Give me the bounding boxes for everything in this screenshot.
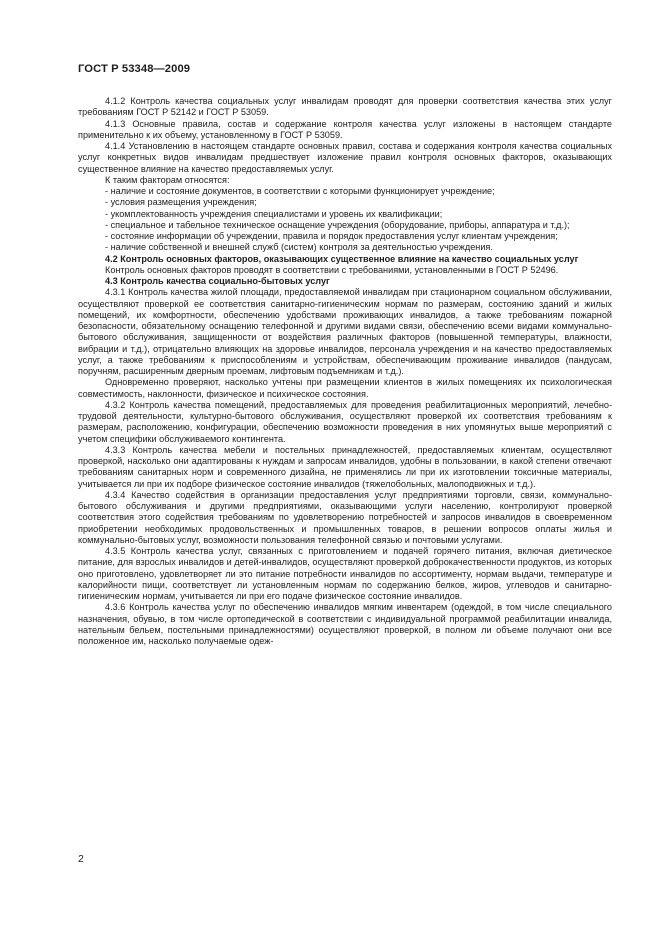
list-item: - наличие и состояние документов, в соответствии с которыми функционирует учреждение; bbox=[105, 186, 495, 196]
paragraph: 4.3.3 Контроль качества мебели и постельных принадлежностей, предоставляемых клиентам, осуществляют проверкой, насколько они адаптированы к нуждам и запросам инвалидов, удобны в пользовании, в какой степени отвечают требованиям санитарных норм и современного дизайна, не применялись ли при их изготовлении токсичные материалы, учитывается ли при их подборе физическое состояние инвалидов (тяжелобольных, малоподвижных и т.д.). bbox=[78, 444, 612, 489]
page-number: 2 bbox=[78, 853, 84, 865]
paragraph: К таким факторам относятся: bbox=[105, 174, 230, 185]
paragraph: Контроль основных факторов проводят в соответствии с требованиями, установленными в ГОСТ Р 52496. bbox=[105, 264, 559, 275]
paragraph: 4.1.2 Контроль качества социальных услуг инвалидам проводят для проверки соответствия качества этих услуг требованиям ГОСТ Р 52142 и ГОСТ Р 53059. bbox=[78, 96, 612, 118]
list-item: - состояние информации об учреждении, правила и порядок предоставления услуг клиентам учреждения; bbox=[105, 231, 558, 241]
paragraph: 4.3.2 Контроль качества помещений, предоставляемых для проведения реабилитационных мероприятий, лечебно-трудовой деятельности, культурно-бытового обслуживания, осуществляют проверкой их соответствия требованиям к размерам, расположению, конфигурации, обеспечению возможности проведения в них упомянутых выше мероприятий с учетом специфики обслуживаемого контингента. bbox=[78, 399, 612, 444]
paragraph: 4.3.6 Контроль качества услуг по обеспечению инвалидов мягким инвентарем (одеждой, в том числе специального назначения, обувью, в том числе ортопедической в соответствии с индивидуальной программой реабилитации инвалида, нательным бельем, постельными принадлежностями) осуществляют проверкой, в полном ли объеме получают они все положенное им, насколько получаемые одеж- bbox=[78, 602, 612, 646]
section-heading: 4.3 Контроль качества социально-бытовых услуг bbox=[105, 276, 330, 286]
paragraph: 4.1.4 Установлению в настоящем стандарте основных правил, состава и содержания контроля качества социальных услуг конкретных видов инвалидам предшествует изложение правил контроля основных факторов, оказывающих существенное влияние на качество предоставляемых услуг. bbox=[78, 141, 612, 174]
paragraph: 4.3.4 Качество содействия в организации предоставления услуг предприятиями торговли, связи, коммунально-бытового обслуживания и другими предприятиями, оказывающими услуги населению, контролируют проверкой соответствия этого содействия требованиям по удовлетворению потребностей и запросов инвалидов в своевременном приобретении необходимых продовольственных и промышленных товаров, в решении вопросов оплаты жилья и коммунально-бытовых услуг, возможности пользования телефонной связью и почтовыми услугами. bbox=[78, 489, 612, 545]
paragraph: 4.3.5 Контроль качества услуг, связанных с приготовлением и подачей горячего питания, включая диетическое питание, для взрослых инвалидов и детей-инвалидов, осуществляют проверкой доброкачественности продуктов, из которых оно приготовлено, удовлетворяет ли это питание потребности инвалидов по ассортименту, нормам выдачи, температуре и калорийности пищи, соответствует ли установленным нормам по содержанию белков, жиров, углеводов и санитарно-гигиеническим нормам, учитывается ли при его подаче физическое состояние инвалидов. bbox=[78, 546, 612, 601]
list-item: - специальное и табельное техническое оснащение учреждения (оборудование, приборы, аппаратура и т.д.); bbox=[105, 219, 570, 230]
document-body bbox=[78, 96, 612, 647]
section-heading: 4.2 Контроль основных факторов, оказывающих существенное влияние на качество социальных услуг bbox=[105, 253, 579, 264]
paragraph: Одновременно проверяют, насколько учтены при размещении клиентов в жилых помещениях их психологическая совместимость, наклонности, физическое и психическое состояния. bbox=[78, 377, 612, 399]
list-item: - условия размещения учреждения; bbox=[105, 197, 257, 208]
list-item: - укомплектованность учреждения специалистами и уровень их квалификации; bbox=[105, 208, 443, 219]
standard-header: ГОСТ Р 53348—2009 bbox=[78, 63, 191, 75]
paragraph: 4.3.1 Контроль качества жилой площади, предоставляемой инвалидам при стационарном социальном обслуживании, осуществляют проверкой ее соответствия санитарно-гигиеническим нормам по размерам, состоянию зданий и жилых помещений, их комфортности, обеспечению удобствами проживающих инвалидов, а также требованиям пожарной безопасности, обязательному оснащению телефонной и другими видами связи, обеспечению всеми видами коммунально-бытового обслуживания, защищенности от воздействия различных факторов (повышенной температуры, влажности, вибрации и т.д.), отрицательно влияющих на здоровье инвалидов, персонала учреждения и на качество предоставляемых услуг, а также требованиям к приспособлениям и устройствам, обеспечивающим проживание инвалидов (пандусам, поручням, расширенным дверным проемам, лифтовым подъемникам и т.д.). bbox=[78, 287, 612, 376]
list-item: - наличие собственной и внешней служб (систем) контроля за деятельностью учреждения. bbox=[105, 242, 493, 253]
paragraph: 4.1.3 Основные правила, состав и содержание контроля качества услуг изложены в настоящем стандарте применительно к их объему, установленному в ГОСТ Р 53059. bbox=[78, 118, 612, 140]
